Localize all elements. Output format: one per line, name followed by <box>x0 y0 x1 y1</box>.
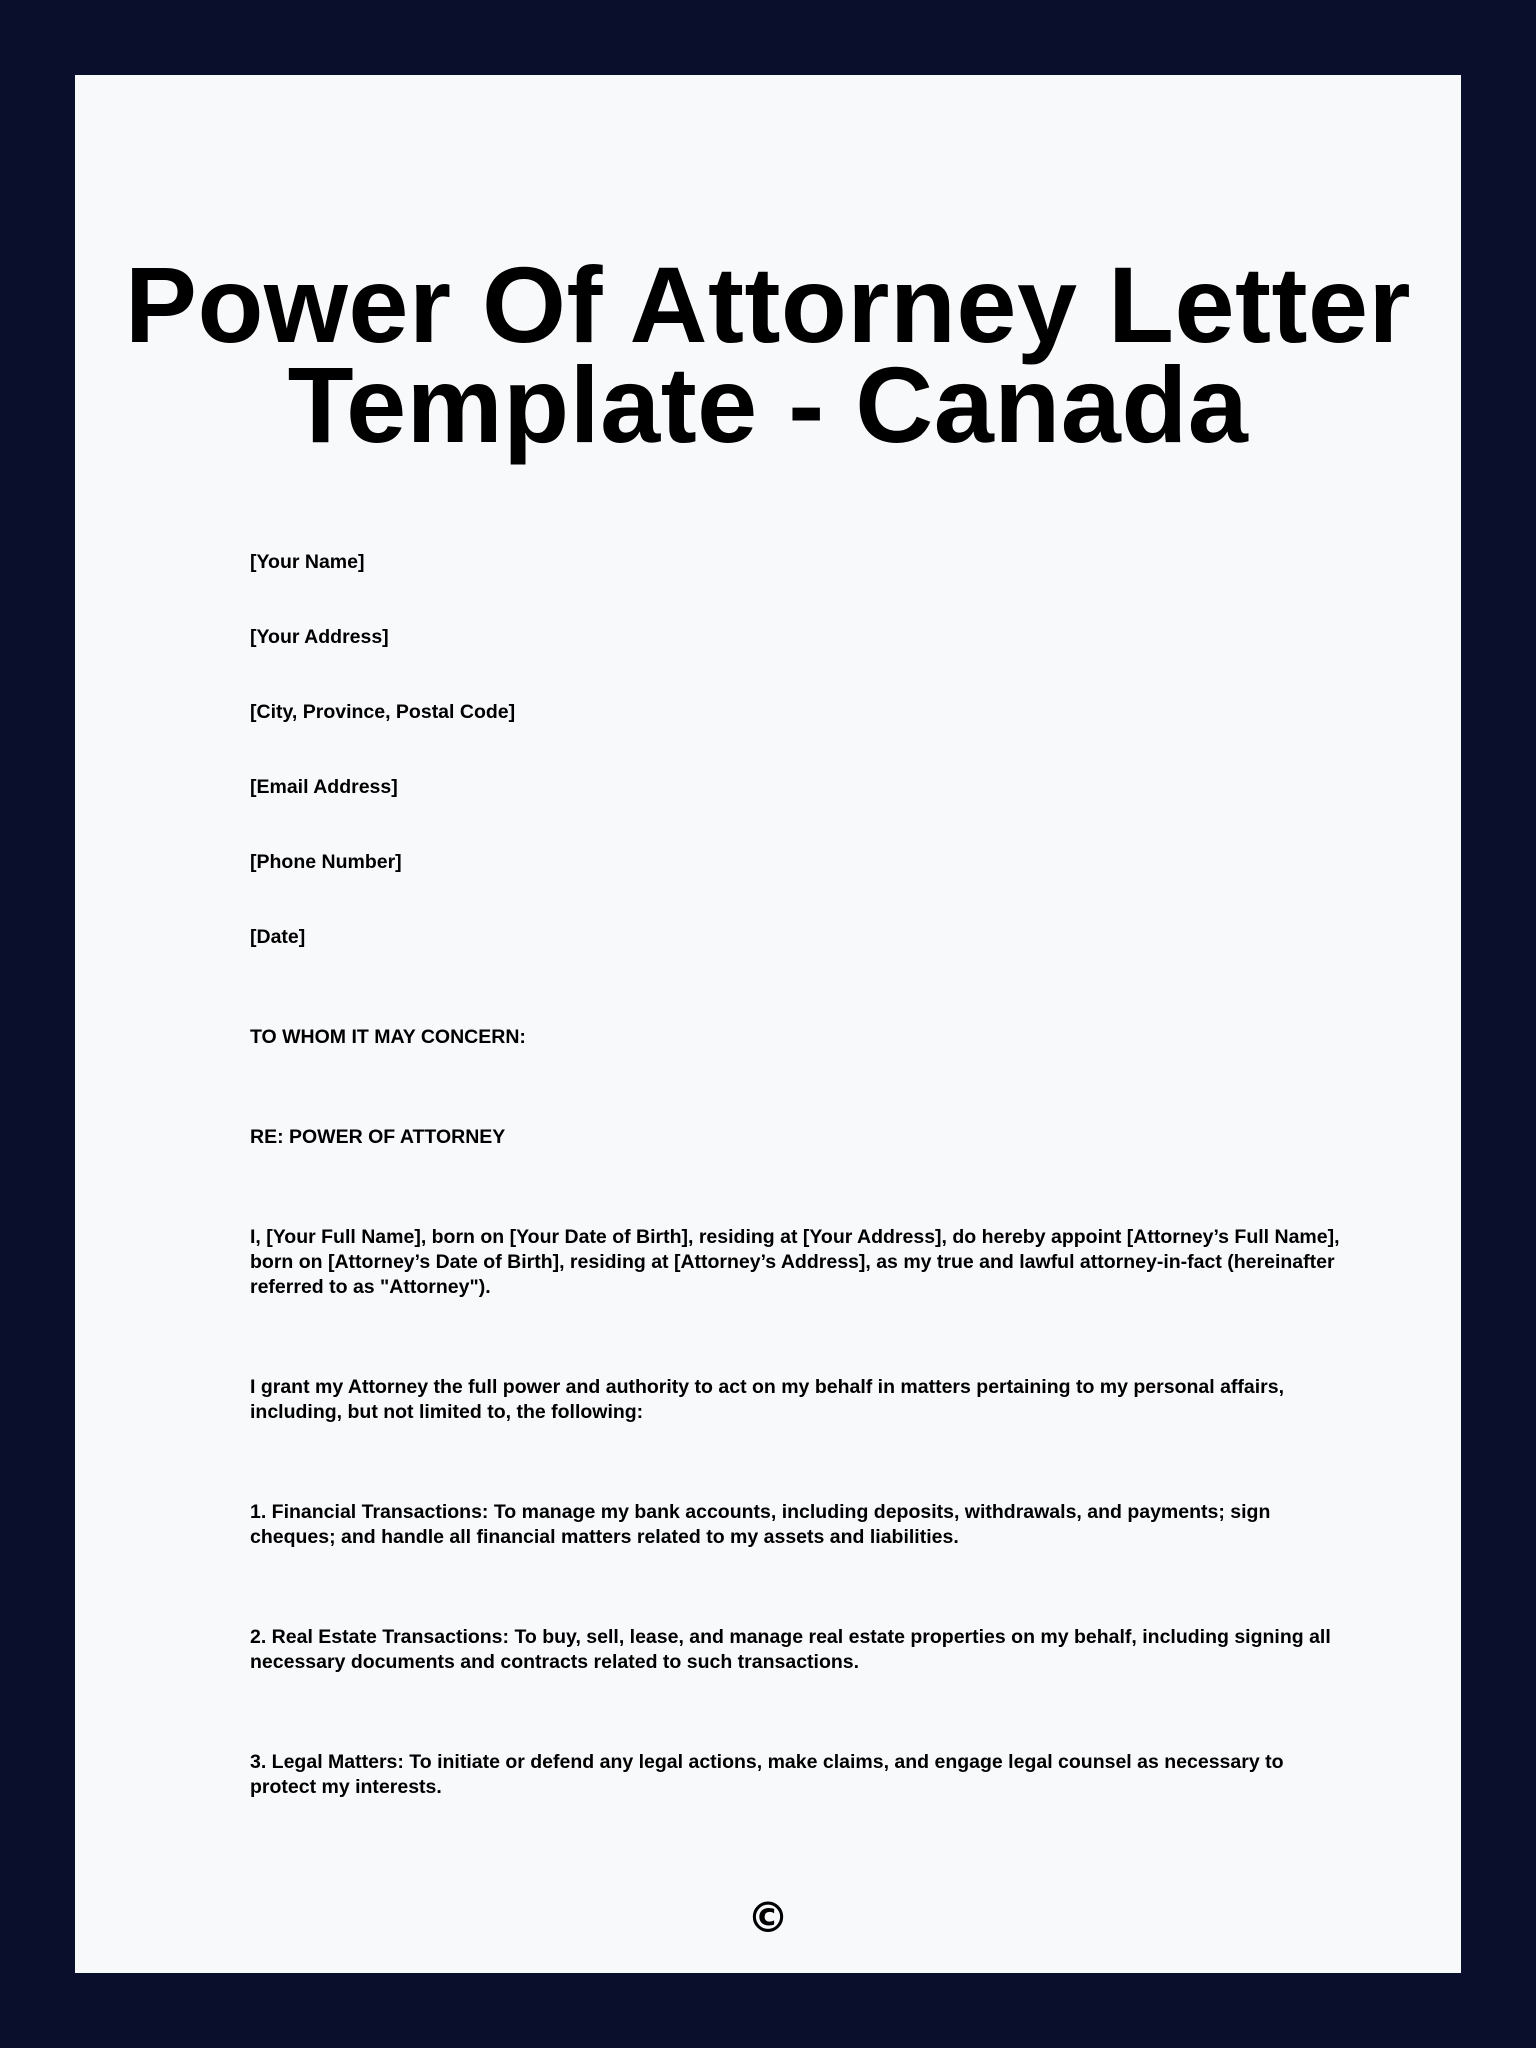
document-page <box>75 75 1461 1973</box>
sender-city: [City, Province, Postal Code] <box>250 701 516 723</box>
paragraph-financial: 1. Financial Transactions: To manage my bank accounts, including deposits, withdrawals, and payments; sign cheques; and handle all financial matters related to my assets and liabilities. <box>250 1501 1271 1548</box>
sender-address: [Your Address] <box>250 626 389 648</box>
paragraph-legal: 3. Legal Matters: To initiate or defend any legal actions, make claims, and engage legal counsel as necessary to protect my interests. <box>250 1751 1284 1798</box>
sender-phone: [Phone Number] <box>250 851 402 873</box>
salutation: TO WHOM IT MAY CONCERN: <box>250 1026 526 1048</box>
title-line-2: Template - Canada <box>287 344 1249 465</box>
letter-date: [Date] <box>250 926 306 948</box>
document-title <box>75 244 1461 465</box>
title-line-1: Power Of Attorney Letter <box>124 244 1412 365</box>
sender-email: [Email Address] <box>250 776 398 798</box>
paragraph-real-estate: 2. Real Estate Transactions: To buy, sell, lease, and manage real estate properties on my behalf, including signing all necessary documents and contracts related to such transactions. <box>250 1626 1331 1673</box>
sender-name: [Your Name] <box>250 551 365 573</box>
subject-line: RE: POWER OF ATTORNEY <box>250 1126 506 1148</box>
copyright-icon: © <box>747 1893 789 1942</box>
paragraph-grant: I grant my Attorney the full power and authority to act on my behalf in matters pertaining to my personal affairs, including, but not limited to, the following: <box>250 1376 1285 1423</box>
paragraph-appointment: I, [Your Full Name], born on [Your Date of Birth], residing at [Your Address], do hereby appoint [Attorney’s Full Name], born on [Attorney’s Date of Birth], residing at [Attorney’s Address], as my true and lawful attorney-in-fact (hereinafter referred to as "Attorney"). <box>250 1226 1340 1298</box>
